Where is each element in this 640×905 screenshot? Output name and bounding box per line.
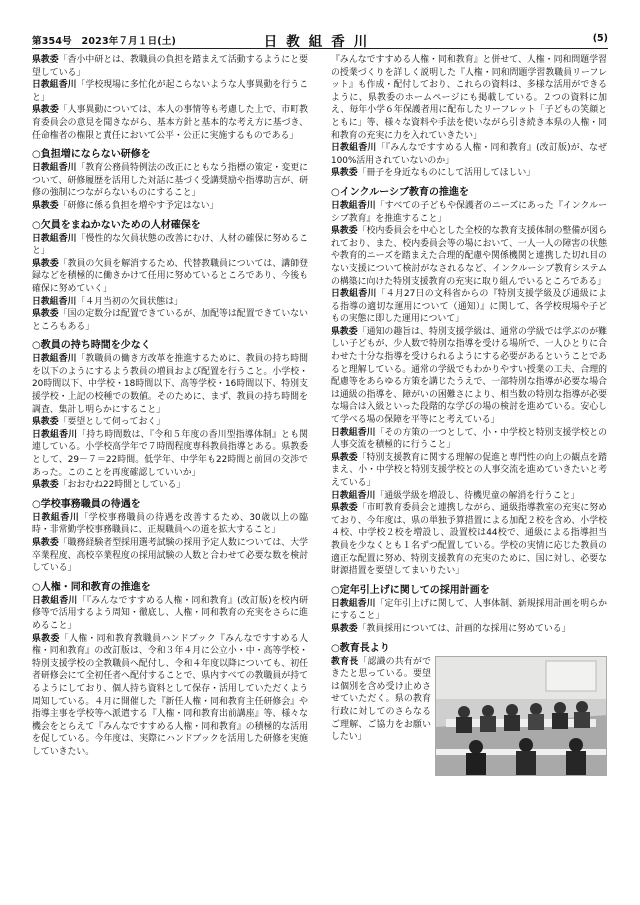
- speaker-label: 日教組香川: [32, 80, 77, 91]
- statement-text: 「認識の共有ができたと思っている。要望は個別を含め受け止めさせていただく。県の教育行政に対してのさらなるご理解、ご協力をお願いしたい」: [331, 656, 432, 743]
- speaker-label: 県教委: [331, 452, 358, 463]
- statement-text: 「通知の趣旨は、特別支援学級は、通常の学級では学ぶのが難しい子どもが、少人数で特別な指導を受ける場所で、一人ひとりに合わせた十分な指導を受けられるようにする必要があるということであると理解している。通常の学級でもわかりやすい授業の工夫、合理的配慮等をあらゆる方策を講じたうえで、一部特別な指導が必要な場合は通級の指導を、障がいの困難さにより、相当数の特別な指導が必要な場合は入級といった段階的な学びの場の検討を進めている。安心して学べる場の保障を平等にと考えている」: [331, 326, 608, 426]
- statement-text: 「持ち時間数は、『令和５年度の香川型指導体制』とも関連している。小学校高学年で７時間程度専科教員指導とある。県教委として、29－７＝22時間。低学年、中学年も22時間と前回の交渉であった。このことを再度確認していいか」: [32, 429, 308, 478]
- statement: [32, 633, 308, 759]
- section-heading: ○インクルーシブ教育の推進を: [331, 186, 470, 198]
- page-number: (5): [592, 33, 608, 44]
- statement-text: 「学校現場に多忙化が起こらないような人事異動を行うこと」: [32, 80, 309, 103]
- section-heading: ○学校事務職員の待遇を: [32, 498, 141, 510]
- statement-text: 「『みんなですすめる人権・同和教育』(改訂版)が、なぜ100%活用されていないのか」: [331, 143, 607, 166]
- topic-section: [32, 581, 308, 759]
- statement-text: 「研修に係る負担を増やす予定はない」: [58, 200, 219, 211]
- speaker-label: 日教組香川: [331, 427, 376, 438]
- section-heading: ○定年引上げに関しての採用計画を: [331, 584, 490, 596]
- speaker-label: 県教委: [32, 417, 59, 428]
- statement-text: 「要望として伺っておく」: [58, 417, 166, 428]
- statement: [32, 79, 308, 104]
- speaker-label: 日教組香川: [331, 200, 376, 211]
- statement: [32, 537, 308, 575]
- speaker-label: 県教委: [32, 258, 59, 269]
- statement: [331, 288, 607, 326]
- statement: [32, 104, 308, 142]
- speaker-label: 日教組香川: [32, 595, 78, 606]
- statement: [331, 452, 607, 490]
- statement-text: 「学校事務職員の待遇を改善するため、30歳以上の臨時・非常勤学校事務職員に、正規職員への道を拡大すること」: [32, 512, 309, 536]
- continued-section: [331, 54, 607, 180]
- speaker-label: 県教委: [32, 309, 59, 320]
- statement: [32, 429, 308, 479]
- statement: [331, 200, 607, 225]
- section-heading: ○欠員をまねかないための人材確保を: [32, 219, 201, 231]
- continued-text: 『みんなですすめる人権・同和教育』と併せて、人権・同和問題学習の授業づくりを詳しく説明した『人権・同和問題学習教職員リーフレット』も作成・配付しており、これらの資料は、多様な活用ができるように、県教委のホームページにも掲載している。２つの資料に加え、毎年小学６年保護者用に配布したリーフレット「子どもの笑顔とともに」等、様々な資料や手法を使いながら引き続き本県の人権・同和教育の充実に力を入れていきたい」: [331, 55, 607, 141]
- statement: [331, 502, 607, 578]
- statement: [32, 54, 308, 79]
- statement: [331, 490, 607, 503]
- statement-text: 「おおむね22時間としている」: [58, 480, 186, 491]
- speaker-label: 日教組香川: [331, 143, 377, 154]
- statement: [32, 353, 308, 416]
- speaker-label: 日教組香川: [32, 429, 78, 440]
- statement-text: 「『みんなですすめる人権・同和教育』(改訂版)を校内研修等で活用するよう周知・徹底し、人権・同和教育の充実をさらに進めること」: [32, 595, 308, 631]
- speaker-label: 県教委: [331, 623, 358, 634]
- statement-text: 「教員採用については、計画的な採用に努めている」: [357, 623, 571, 634]
- section-heading: ○教員の持ち時間を少なく: [32, 340, 151, 352]
- topic-section: [32, 498, 308, 575]
- statement-text: 「教員の欠員を解消するため、代替教職員については、講師登録などを積極的に働きかけて任用に努めているところであり、今後も確保に努めていく」: [32, 258, 308, 294]
- speaker-label: 県教委: [32, 480, 59, 491]
- speaker-label: 日教組香川: [32, 512, 80, 523]
- statement-text: 「４月27日の文科省からの『特別支援学級及び通級による指導の適切な運用について（通知）』に関して、各学校現場や子どもの実態に即した運用について」: [331, 289, 607, 325]
- statement-text: 「すべての子どもや保護者のニーズにあった『インクルーシブ教育』を推進すること」: [331, 200, 608, 224]
- statement: [331, 598, 607, 623]
- section-heading: ○負担増にならない研修を: [32, 149, 151, 161]
- statement-text: 「慢性的な欠員状態の改善にむけ、人材の確保に努めること」: [32, 233, 308, 257]
- speaker-label: 日教組香川: [32, 296, 77, 307]
- statement-text: 「校内委員会を中心とした全校的な教育支援体制の整備が図られており、また、校内委員会等の場において、一人一人の障害の状態や教育的ニーズを踏まえた合理的配慮や関係機関と連携した切れ目のない支援について検討がなされるなど、インクルーシブ教育システムの構築に向けた特別支援教育の充実に取り組んでいるところである」: [331, 226, 608, 287]
- statement: [32, 595, 308, 633]
- statement-text: 「通級学級を増設し、待機児童の解消を行うこと」: [375, 490, 580, 501]
- speaker-label: 県教委: [331, 326, 358, 337]
- statement-text: 「香小中研とは、教職員の負担を踏まえて活動するようにと要望している」: [32, 55, 309, 78]
- speaker-label: 県教委: [32, 55, 59, 65]
- section-heading: ○教育長より: [331, 642, 390, 654]
- speaker-label: 県教委: [331, 168, 358, 179]
- topic-section: [32, 148, 308, 212]
- speaker-label: 県教委: [32, 633, 60, 644]
- newsletter-title: 日教組香川: [263, 34, 377, 50]
- statement: [331, 656, 431, 744]
- topic-section: [331, 584, 607, 636]
- statement-text: 「冊子を身近なものにして活用してほしい」: [357, 168, 536, 179]
- statement-text: 「国の定数分は配置できているが、加配等は配置できていないところもある」: [32, 309, 309, 332]
- speaker-label: 日教組香川: [331, 289, 377, 300]
- speaker-label: 県教委: [32, 538, 59, 548]
- statement-text: 「教育公務員特例法の改正にともなう指標の策定・変更について、研修履歴を活用した対話に基づく受講奨励や指導助言が、研修の強制につながらないものにすること」: [32, 163, 309, 199]
- statement-text: 「特別支援教育に関する理解の促進と専門性の向上の観点を踏まえ、小・中学校と特別支援学校との人事交流を進めていきたいと考えている」: [331, 452, 608, 488]
- page-header: [32, 30, 608, 49]
- statement-text: 「教職員の働き方改革を推進するために、教員の持ち時間を以下のようにするよう教員の増員および配置を行うこと。小学校・20時間以下、中学校・18時間以下、高等学校・16時間以下、特別支援学校・上記の校種での数値。そのために、まず、教員の持ち時間を調査、集計し明らかにすること」: [32, 354, 309, 415]
- statement: [32, 512, 308, 537]
- speaker-label: 県教委: [32, 200, 59, 211]
- left-column: [32, 54, 308, 765]
- statement: [331, 225, 607, 288]
- speaker-label: 県教委: [331, 226, 358, 237]
- statement-text: 「人権・同和教育教職員ハンドブック『みんなですすめる人権・同和教育』の改訂版は、令和３年４月に公立小・中・高等学校・特別支援学校の全教職員へ配付し、令和４年度以降についても、初任者研修会にて全初任者へ配付することで、県内すべての教職員が持てるようにしており、個人持ち資料として保存・活用していただくよう周知している。４月に開催した『新任人権・同和教育主任研修会』や指導主事を学校等へ派遣する『人権・同和教育出前講座』等、様々な機会をとらえて『みんなですすめる人権・同和教育』の積極的な活用を促している。今年度は、実際にハンドブックを活用した研修を実施していきたい。: [32, 633, 308, 757]
- speaker-label: 県教委: [331, 503, 358, 514]
- statement-text: 「人事異動については、本人の事情等も考慮した上で、市町教育委員会の意見を聞きながら、基本方針と基本的な考え方に基づき、任命権者の権限と責任において公平・公正に実施するものである」: [32, 105, 308, 141]
- speaker-label: 日教組香川: [32, 163, 77, 174]
- education-chief-body: [331, 656, 607, 776]
- statement: [32, 162, 308, 200]
- statement: [331, 326, 607, 427]
- speaker-label: 日教組香川: [32, 233, 77, 244]
- education-chief-section: [331, 642, 607, 776]
- statement: [32, 200, 308, 213]
- speaker-label: 教育長: [331, 656, 359, 667]
- speaker-label: 日教組香川: [331, 598, 376, 609]
- issue-info: 第354号 2023年７月１日(土): [32, 36, 177, 47]
- statement: [331, 427, 607, 452]
- topic-section: [331, 186, 607, 578]
- statement-text: 「その方策の一つとして、小・中学校と特別支援学校との人事交流を積極的に行うこと」: [331, 427, 608, 451]
- statement-text: 「市町教育委員会と連携しながら、通級指導教室の充実に努めており、今年度は、県の単独予算措置による加配２校を含め、小学校４校、中学校２校を増設し、設置校は44校で、通級による指導担当教員を少なくとも１名ずつ配置している。学校の実情に応じた教員の適正な配置に努め、特別支援教育の充実のために、国に対し、必要な財源措置を要望してまいりたい」: [331, 503, 608, 577]
- statement: [32, 416, 308, 429]
- topic-section: [32, 339, 308, 492]
- statement-text: 「４月当初の欠員状態は」: [76, 296, 183, 307]
- statement: [32, 258, 308, 296]
- meeting-photo: [435, 656, 607, 776]
- right-column: [331, 54, 607, 782]
- statement: [32, 308, 308, 333]
- statement: [32, 296, 308, 309]
- statement: [331, 167, 607, 180]
- intro-section: [32, 54, 308, 142]
- statement: [331, 623, 607, 636]
- speaker-label: 日教組香川: [32, 354, 77, 365]
- statement: [331, 142, 607, 167]
- section-heading: ○人権・同和教育の推進を: [32, 581, 151, 593]
- statement: [32, 479, 308, 492]
- topic-section: [32, 219, 308, 334]
- statement-text: 「定年引上げに関して、人事体制、新規採用計画を明らかにすること」: [331, 598, 608, 622]
- statement-text: 「職務経験者型採用選考試験の採用予定人数については、大学卒業程度、高校卒業程度の採用試験の人数と合わせて必要な数を検討している」: [32, 538, 308, 574]
- speaker-label: 県教委: [32, 105, 59, 116]
- speaker-label: 日教組香川: [331, 490, 376, 501]
- statement: [32, 233, 308, 258]
